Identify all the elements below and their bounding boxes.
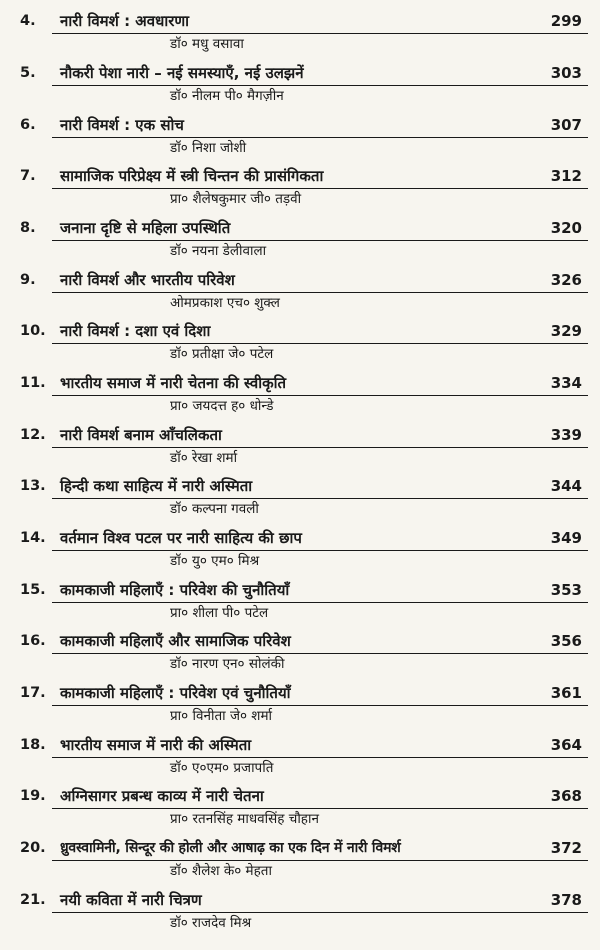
entry-number: 21. (20, 892, 46, 908)
entry-page-number: 378 (550, 891, 582, 909)
toc-entry (0, 631, 600, 675)
entry-author: प्रा० जयदत्त ह० धोन्डे (170, 398, 274, 414)
toc-entry (0, 218, 600, 262)
toc-entry (0, 528, 600, 572)
entry-page-number: 356 (550, 632, 582, 650)
entry-author: डॉ० राजदेव मिश्र (170, 915, 252, 931)
entry-page-number: 303 (550, 64, 582, 82)
entry-page-number: 353 (550, 581, 582, 599)
entry-number: 6. (20, 117, 36, 133)
toc-entry (0, 580, 600, 624)
entry-author: प्रा० शैलेषकुमार जी० तड़वी (170, 191, 302, 207)
entry-underline (52, 550, 588, 551)
entry-underline (52, 808, 588, 809)
entry-author: डॉ० ए०एम० प्रजापति (170, 760, 274, 776)
entry-author: डॉ० निशा जोशी (170, 140, 247, 156)
entry-number: 7. (20, 168, 36, 184)
entry-number: 18. (20, 737, 46, 753)
entry-title: कामकाजी महिलाएँ और सामाजिक परिवेश (60, 632, 291, 650)
entry-underline (52, 292, 588, 293)
entry-author: डॉ० नयना डेलीवाला (170, 243, 267, 259)
entry-author: प्रा० विनीता जे० शर्मा (170, 708, 273, 724)
entry-title: नौकरी पेशा नारी – नई समस्याएँ, नई उलझनें (60, 64, 304, 82)
entry-title: वर्तमान विश्व पटल पर नारी साहित्य की छाप (60, 529, 302, 547)
entry-title: नारी विमर्श : अवधारणा (60, 12, 190, 30)
toc-entry (0, 321, 600, 365)
entry-number: 8. (20, 220, 36, 236)
entry-author: डॉ० नीलम पी० मैगज़ीन (170, 88, 284, 104)
entry-number: 13. (20, 478, 46, 494)
entry-author: ओमप्रकाश एच० शुक्ल (170, 295, 280, 311)
entry-page-number: 326 (550, 271, 582, 289)
entry-page-number: 320 (550, 219, 582, 237)
entry-title: कामकाजी महिलाएँ : परिवेश की चुनौतियाँ (60, 581, 290, 599)
entry-number: 14. (20, 530, 46, 546)
entry-title: जनाना दृष्टि से महिला उपस्थिति (60, 219, 231, 237)
entry-page-number: 364 (550, 736, 582, 754)
entry-page-number: 344 (550, 477, 582, 495)
entry-title: कामकाजी महिलाएँ : परिवेश एवं चुनौतियाँ (60, 684, 291, 702)
entry-number: 20. (20, 840, 46, 856)
entry-page-number: 368 (550, 787, 582, 805)
entry-number: 12. (20, 427, 46, 443)
entry-number: 11. (20, 375, 46, 391)
entry-author: प्रा० रतनसिंह माधवसिंह चौहान (170, 811, 319, 827)
entry-title: नारी विमर्श : एक सोच (60, 116, 184, 134)
toc-entry (0, 890, 600, 934)
entry-author: डॉ० नारण एन० सोलंकी (170, 656, 285, 672)
entry-page-number: 307 (550, 116, 582, 134)
entry-number: 16. (20, 633, 46, 649)
entry-author: डॉ० रेखा शर्मा (170, 450, 238, 466)
entry-underline (52, 912, 588, 913)
entry-title: भारतीय समाज में नारी चेतना की स्वीकृति (60, 374, 287, 392)
entry-page-number: 349 (550, 529, 582, 547)
entry-title: भारतीय समाज में नारी की अस्मिता (60, 736, 252, 754)
entry-title: सामाजिक परिप्रेक्ष्य में स्त्री चिन्तन की प्रासंगिकता (60, 167, 324, 185)
entry-underline (52, 447, 588, 448)
entry-underline (52, 240, 588, 241)
entry-underline (52, 860, 588, 861)
toc-entry (0, 735, 600, 779)
entry-number: 9. (20, 272, 36, 288)
toc-entry (0, 425, 600, 469)
entry-underline (52, 705, 588, 706)
entry-title: नारी विमर्श और भारतीय परिवेश (60, 271, 235, 289)
entry-author: डॉ० कल्पना गवली (170, 501, 259, 517)
toc-entry (0, 683, 600, 727)
entry-page-number: 334 (550, 374, 582, 392)
entry-underline (52, 188, 588, 189)
entry-underline (52, 498, 588, 499)
entry-underline (52, 137, 588, 138)
entry-number: 4. (20, 13, 36, 29)
toc-entry (0, 786, 600, 830)
entry-page-number: 361 (550, 684, 582, 702)
entry-underline (52, 343, 588, 344)
entry-title: ध्रुवस्वामिनी, सिन्दूर की होली और आषाढ़ का एक दिन में नारी विमर्श (60, 840, 401, 856)
toc-entry (0, 476, 600, 520)
entry-page-number: 299 (550, 12, 582, 30)
entry-underline (52, 653, 588, 654)
toc-entry (0, 63, 600, 107)
entry-underline (52, 33, 588, 34)
entry-title: नयी कविता में नारी चित्रण (60, 891, 202, 909)
entry-number: 15. (20, 582, 46, 598)
entry-author: डॉ० शैलेश के० मेहता (170, 863, 272, 879)
entry-author: डॉ० यु० एम० मिश्र (170, 553, 260, 569)
entry-number: 10. (20, 323, 46, 339)
toc-entry (0, 166, 600, 210)
entry-underline (52, 757, 588, 758)
entry-title: हिन्दी कथा साहित्य में नारी अस्मिता (60, 477, 253, 495)
entry-title: अग्निसागर प्रबन्ध काव्य में नारी चेतना (60, 787, 264, 805)
entry-number: 17. (20, 685, 46, 701)
entry-author: प्रा० शीला पी० पटेल (170, 605, 269, 621)
entry-number: 5. (20, 65, 36, 81)
entry-page-number: 339 (550, 426, 582, 444)
entry-page-number: 372 (550, 839, 582, 857)
entry-underline (52, 85, 588, 86)
entry-page-number: 312 (550, 167, 582, 185)
toc-entry (0, 270, 600, 314)
entry-underline (52, 395, 588, 396)
entry-number: 19. (20, 788, 46, 804)
entry-title: नारी विमर्श बनाम आँचलिकता (60, 426, 222, 444)
entry-title: नारी विमर्श : दशा एवं दिशा (60, 322, 211, 340)
entry-author: डॉ० प्रतीक्षा जे० पटेल (170, 346, 274, 362)
toc-entry (0, 115, 600, 159)
toc-entry (0, 11, 600, 55)
entry-page-number: 329 (550, 322, 582, 340)
entry-author: डॉ० मधु वसावा (170, 36, 244, 52)
toc-entry (0, 373, 600, 417)
toc-entry (0, 838, 600, 882)
entry-underline (52, 602, 588, 603)
